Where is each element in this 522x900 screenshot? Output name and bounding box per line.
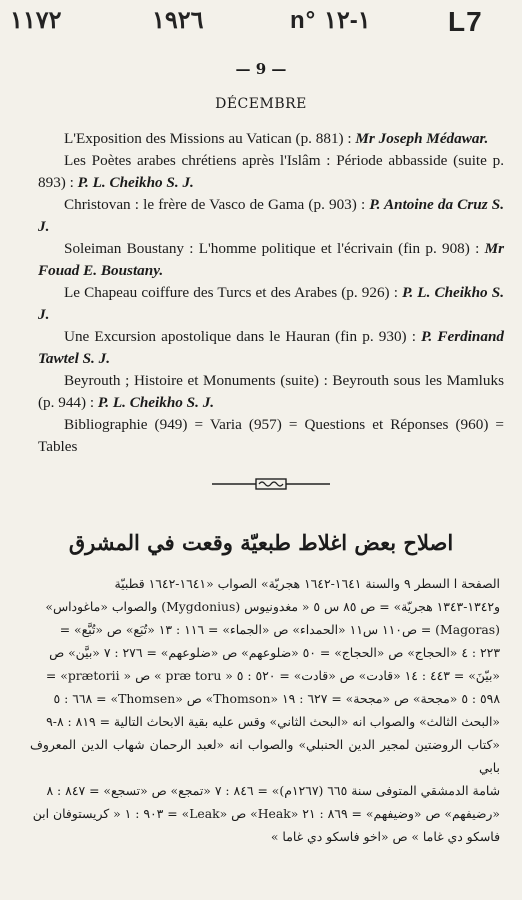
- errata-line: «البحث الثالث» والصواب انه «البحث الثاني» وقس عليه بقية الابحاث التالية = ٨١٩ : ٨-٩: [46, 714, 500, 729]
- entry-text: Beyrouth ; Histoire et Monuments (suite) : Beyrouth sous les Mamluks (p. 944) :: [38, 372, 504, 411]
- ornament-divider: [212, 477, 330, 491]
- entry-text: L'Exposition des Missions au Vatican (p. 881) :: [64, 130, 356, 147]
- entry: [38, 238, 504, 282]
- entry-text: Le Chapeau coiffure des Turcs et des Arabes (p. 926) :: [64, 284, 403, 301]
- entry: [38, 282, 504, 326]
- entry-author: Mr Joseph Médawar.: [355, 130, 489, 147]
- french-contents: [38, 128, 504, 458]
- entry-author: P. L. Cheikho S. J.: [38, 284, 504, 323]
- entry-author: Mr Fouad E. Boustany.: [38, 240, 504, 279]
- entry-text: Soleiman Boustany : L'homme politique et l'écrivain (fin p. 908) :: [64, 240, 485, 257]
- errata-line: «رضيفهم» ص «وضيفهم» = ٨٦٩ : ٢١ «Heak» ص «Leak» = ٩٠٣ : ١ « كريستوفان ابن: [32, 806, 500, 821]
- errata-line: فاسكو دي غاما » ص «اخو فاسكو دي غاما »: [270, 829, 500, 844]
- errata-line: الصفحة ا السطر ٩ والسنة ١٦٤١-١٦٤٢ هجريّة» الصواب «١٦٤١-١٦٤٢ قطبيّة: [114, 576, 500, 591]
- entry: [38, 414, 504, 458]
- errata-line: ٥٩٨ : ٥ «مجحة» ص «مجحة» = ٦٢٧ : ١٩ «Thomson» ص «Thomsen» = ٦٦٨ : ٥: [53, 691, 500, 706]
- errata-line: شامة الدمشقي المتوفى سنة ٦٦٥ (١٢٦٧م)» = ٨٤٦ : ٧ «تمجع» ص «تسجع» = ٨٤٧ : ٨: [46, 783, 500, 798]
- entry-author: P. L. Cheikho S. J.: [77, 174, 194, 191]
- entry-author: P. L. Cheikho S. J.: [97, 394, 215, 411]
- errata-line: (Magoras) = ص١١٠ س١١ «الحمداء» ص «الجماء» = ١١٦ : ١٣ «تُبَع» ص «تُبَّع» =: [59, 622, 500, 637]
- handwritten-code: L7: [448, 6, 483, 37]
- entry: [38, 128, 504, 150]
- errata-line: ٢٢٣ : ٤ «الحجاج» ص «الحجاج» = ٥٠ «ضلوعهم» ص «ضلوعهم» = ٢٧٦ : ٧ «بيَّن» ص: [49, 645, 500, 660]
- entry-text: Une Excursion apostolique dans le Hauran (fin p. 930) :: [64, 328, 422, 345]
- entry-author: P. Ferdinand Tawtel S. J.: [38, 328, 504, 367]
- entry-text: Christovan : le frère de Vasco de Gama (p. 903) :: [64, 196, 370, 213]
- entry: [38, 370, 504, 414]
- entry-author: P. Antoine da Cruz S. J.: [38, 196, 504, 235]
- errata-line: «بيّنَ» = ٤٤٣ : ١٤ «قادت» ص «قادت» = ٥٢٠ : ٥ « præ toru » ص « prætorii» =: [45, 668, 500, 683]
- page-number: — 9 —: [235, 60, 287, 78]
- errata-line: و١٣٤٢-١٣٤٣ هجريّة» = ص ٨٥ س ٥ « مغدونيوس (Mygdonius) والصواب «ماغوداس»: [45, 599, 500, 614]
- entry-text: Bibliographie (949) = Varia (957) = Questions et Réponses (960) = Tables: [38, 416, 504, 455]
- arabic-title: اصلاح بعض اغلاط طبعيّة وقعت في المشرق: [68, 530, 454, 555]
- entry: [38, 194, 504, 238]
- handwritten-issue-range: n° ١-١٢: [290, 7, 371, 34]
- entry: [38, 326, 504, 370]
- handwritten-number-1: ١١٧٢: [10, 7, 62, 34]
- arabic-errata: [30, 572, 500, 848]
- entry-text: Les Poètes arabes chrétiens après l'Islâm : Période abbasside (suite p. 893) :: [38, 152, 504, 191]
- errata-line: «كتاب الروضتين لمجير الدين الحنبلي» والصواب انه «لعبد الرحمان شهاب الدين المعروف بابي: [30, 737, 500, 775]
- handwritten-year: ١٩٢٦: [152, 7, 204, 34]
- month-heading: DÉCEMBRE: [215, 96, 307, 112]
- entry: [38, 150, 504, 194]
